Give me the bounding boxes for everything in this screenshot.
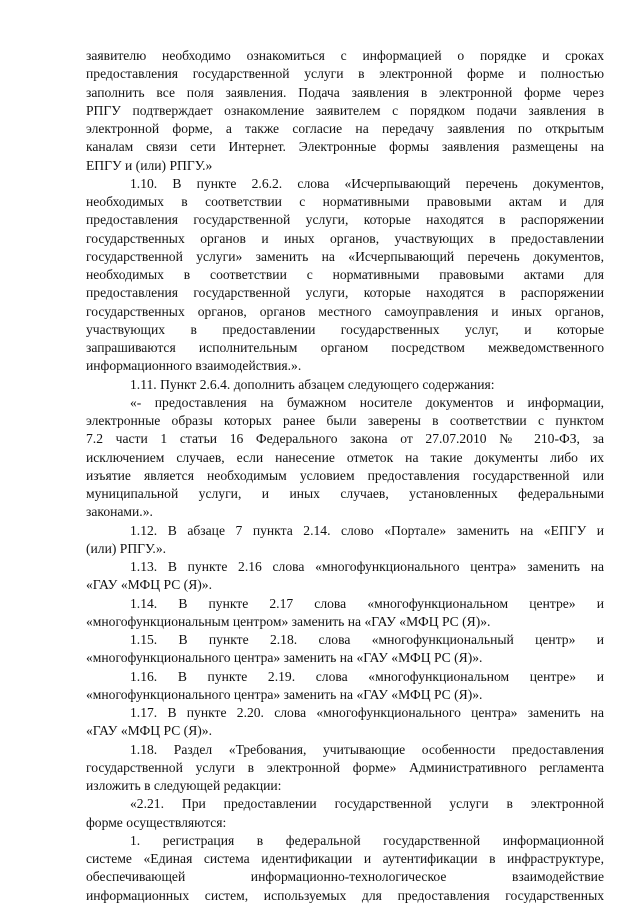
text-line: «многофункционального центра» заменить на «ГАУ «МФЦ РС (Я)».: [86, 650, 483, 666]
text-line: изъятие является необходимым условием предоставления государственной или: [86, 467, 604, 483]
text-line: электронные образы которых ранее были заверены в соответствии с пунктом: [86, 413, 604, 428]
text-line: необходимых в соответствии с нормативными правовыми актам и для: [86, 194, 604, 209]
text-line: заполнить все поля заявления. Подача заявления в электронной форме через: [86, 84, 604, 100]
text-line: изложить в следующей редакции:: [86, 778, 282, 793]
text-line: 1.18. Раздел «Требования, учитывающие особенности предоставления: [130, 741, 604, 757]
text-line: «ГАУ «МФЦ РС (Я)».: [86, 723, 212, 739]
text-line: «2.21. При предоставлении государственной услуги в электронной: [130, 796, 604, 812]
text-line: государственных органов и иных органов, участвующих в предоставлении: [86, 230, 604, 246]
text-line: 1.17. В пункте 2.20. слова «многофункционального центра» заменить на: [130, 705, 604, 720]
text-line: государственной услуги в электронной форме» Административного регламента: [86, 759, 604, 775]
text-line: «многофункционального центра» заменить на «ГАУ «МФЦ РС (Я)».: [86, 686, 483, 702]
text-line: 1.14. В пункте 2.17 слова «многофункциональном центре» и: [130, 595, 604, 611]
text-line: 1.12. В абзаце 7 пункта 2.14. слово «Портале» заменить на «ЕПГУ и: [130, 522, 604, 538]
text-line: ЕПГУ и (или) РПГУ.»: [86, 157, 213, 173]
text-line: РПГУ подтверждает ознакомление заявителем с порядком подачи заявления в: [86, 102, 604, 118]
text-line: исключением случаев, если нанесение отметок на такие документы либо их: [86, 449, 604, 465]
text-line: 1.16. В пункте 2.19. слова «многофункциональном центре» и: [130, 668, 604, 684]
text-line: предоставления государственной услуги в электронной форме и полностью: [86, 66, 604, 82]
text-line: 1.10. В пункте 2.6.2. слова «Исчерпывающий перечень документов,: [130, 175, 604, 191]
text-line: «- предоставления на бумажном носителе документов и информации,: [130, 394, 604, 410]
text-line: необходимых в соответствии с нормативными правовыми актами для: [86, 267, 604, 282]
text-line: обеспечивающей информационно-технологическое взаимодействие: [86, 869, 604, 885]
text-line: участвующих в предоставлении государственных услуг, и которые: [86, 321, 604, 337]
text-line: 1.11. Пункт 2.6.4. дополнить абзацем следующего содержания:: [130, 376, 495, 392]
text-line: законами.».: [86, 504, 153, 520]
text-line: (или) РПГУ.».: [86, 540, 167, 556]
text-line: предоставления государственной услуги, которые находятся в распоряжении: [86, 212, 604, 228]
text-line: информационного взаимодействия.».: [86, 358, 302, 374]
text-line: запрашиваются исполнительным органом посредством межведомственного: [86, 340, 604, 355]
text-line: предоставления государственной услуги, которые находятся в распоряжении: [86, 285, 604, 301]
text-line: заявителю необходимо ознакомиться с информацией о порядке и сроках: [86, 48, 604, 63]
text-line: электронной форме, а также согласие на передачу заявления по открытым: [86, 121, 604, 136]
text-line: системе «Единая система идентификации и аутентификации в инфраструктуре,: [86, 851, 604, 866]
text-line: 1.15. В пункте 2.18. слова «многофункциональный центр» и: [130, 632, 604, 647]
text-line: государственной услуги» заменить на «Исчерпывающий перечень документов,: [86, 248, 604, 264]
text-line: информационных систем, используемых для предоставления государственных: [86, 887, 604, 903]
text-line: «многофункциональным центром» заменить на «ГАУ «МФЦ РС (Я)».: [86, 613, 491, 629]
text-line: 7.2 части 1 статьи 16 Федерального закона от 27.07.2010 № 210-ФЗ, за: [86, 431, 604, 447]
text-line: муниципальной услуги, и иных случаев, установленных федеральными: [86, 486, 604, 501]
text-line: 1.13. В пункте 2.16 слова «многофункционального центра» заменить на: [130, 559, 604, 574]
text-line: 1. регистрация в федеральной государственной информационной: [130, 832, 604, 848]
text-line: форме осуществляются:: [86, 814, 227, 830]
text-line: «ГАУ «МФЦ РС (Я)».: [86, 577, 212, 593]
text-line: каналам связи сети Интернет. Электронные формы заявления размещены на: [86, 139, 604, 155]
text-line: государственных органов, органов местного самоуправления и иных органов,: [86, 303, 604, 319]
